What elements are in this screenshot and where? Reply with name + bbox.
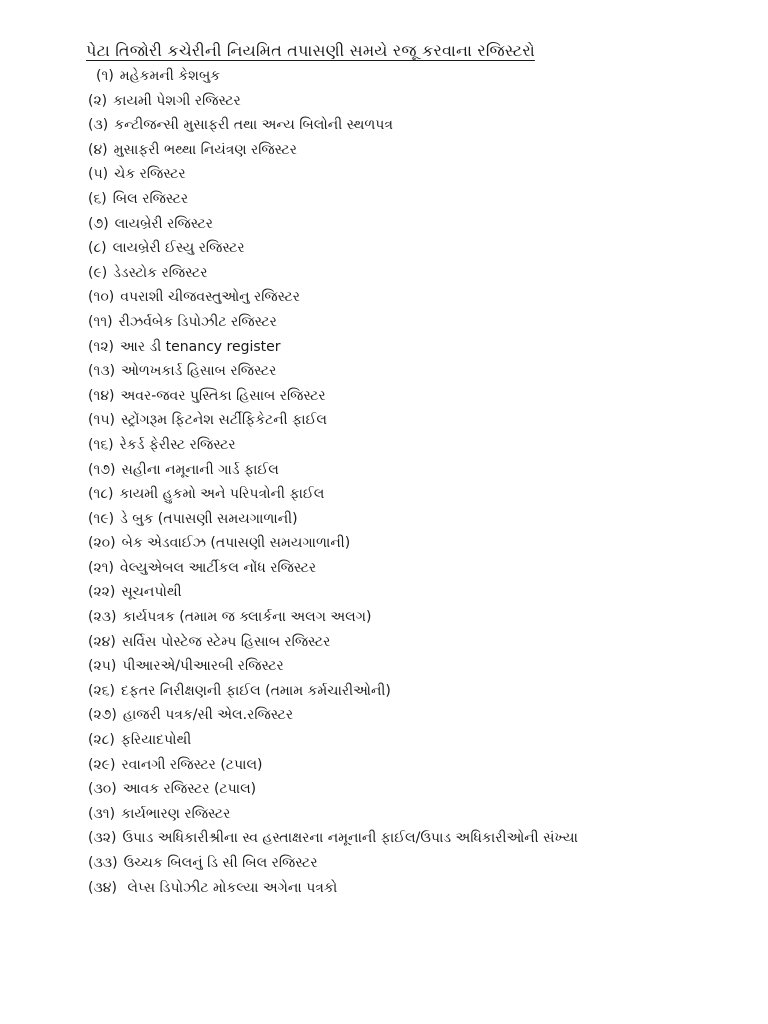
list-item-text: દફતર નિરીક્ષણની ફાઈલ (તમામ કર્મચારીઓની) (120, 682, 391, 699)
list-item-text: ડે બુક (તપાસણી સમયગાળાની) (120, 510, 298, 527)
list-item (88, 212, 578, 237)
list-item-number: (૨૯) (88, 756, 116, 773)
list-item (88, 679, 578, 704)
list-item (88, 458, 578, 483)
list-item-number: (૧૫) (88, 412, 115, 429)
list-item-number: (૨૫) (88, 658, 117, 675)
list-item-number: (૬) (88, 190, 107, 207)
list-item (88, 433, 578, 458)
list-item-number: (૧૨) (88, 338, 115, 355)
list-item-number: (૨૦) (88, 535, 116, 552)
list-item-number: (૨૬) (88, 682, 115, 699)
list-item-number: (૩૪) (88, 879, 117, 896)
list-item-number: (૧૯) (88, 510, 115, 527)
list-item-text: કન્ટીજન્સી મુસાફરી તથા અન્ય બિલોની સ્થળપત્ર (114, 117, 393, 134)
list-item-number: (૨૮) (88, 732, 115, 749)
list-item (88, 285, 578, 310)
list-item-text: લેપ્સ ડિપોઝીટ મોકલ્યા અગેના પત્રકો (122, 879, 338, 896)
list-item (88, 630, 578, 655)
list-item-number: (૩) (88, 117, 109, 134)
list-item-text: બિલ રજિસ્ટર (112, 190, 189, 207)
list-item (88, 187, 578, 212)
list-item-number: (૧૧) (88, 313, 113, 330)
list-item (88, 64, 578, 89)
list-item-text: હાજરી પત્રક/સી એલ.રજિસ્ટર (122, 707, 294, 724)
list-item-text: સર્વિસ પોસ્ટેજ સ્ટેમ્પ હિસાબ રજિસ્ટર (121, 633, 331, 650)
list-item-text: પીઆરએ/પીઆરબી રજિસ્ટર (122, 658, 284, 675)
list-item (88, 556, 578, 581)
list-item-text: આર ડી tenancy register (120, 338, 281, 355)
list-item-text: કાયમી હુકમો અને પરિપત્રોની ફાઈલ (119, 486, 325, 503)
list-item (88, 728, 578, 753)
list-item-text: બેક એડવાઈઝ (તપાસણી સમયગાળાની) (121, 535, 351, 552)
list-item-text: ઉપાડ અધિકારીશ્રીના સ્વ હસ્તાક્ષરના નમૂનાની ફાઈલ/ઉપાડ અધિકારીઓની સંખ્યા (122, 830, 578, 847)
list-item (88, 335, 578, 360)
list-item-number: (૮) (88, 240, 107, 257)
list-item-number: (૩૦) (88, 781, 117, 798)
list-item (88, 384, 578, 409)
list-item (88, 89, 578, 114)
list-item (88, 408, 578, 433)
list-item-number: (૨) (88, 92, 108, 109)
list-item-text: સૂચનપોથી (121, 584, 182, 601)
list-item-number: (૨૪) (88, 633, 116, 650)
list-item (88, 777, 578, 802)
list-item (88, 826, 578, 851)
list-item (88, 531, 578, 556)
list-item-text: કાર્યભારણ રજિસ્ટર (121, 805, 231, 822)
list-item-text: મુસાફરી ભથ્થા નિયંત્રણ રજિસ્ટર (113, 141, 297, 158)
list-item (88, 703, 578, 728)
list-item (88, 138, 578, 163)
list-item-number: (૩૧) (88, 805, 116, 822)
list-item-text: ચેક રજિસ્ટર (114, 166, 186, 183)
list-item-text: લાયબ્રેરી રજિસ્ટર (114, 215, 214, 232)
list-item-number: (૧૮) (88, 486, 114, 503)
list-item-text: વેલ્યુએબલ આર્ટીકલ નોંધ રજિસ્ટર (120, 559, 317, 576)
list-item (88, 507, 578, 532)
list-item (88, 851, 578, 876)
list-item (88, 113, 578, 138)
list-item-text: કાર્યપત્રક (તમામ જ ક્લાર્કના અલગ અલગ) (122, 609, 372, 626)
list-item-number: (૨૩) (88, 609, 117, 626)
list-item (88, 162, 578, 187)
list-item-number: (૧૬) (88, 436, 114, 453)
list-item-number: (૧૩) (88, 363, 116, 380)
list-item-text: સ્ટ્રોંગરૂમ ફિટનેશ સર્ટીફિકેટની ફાઈલ (120, 412, 327, 429)
list-item-text: સહીના નમૂનાની ગાર્ડ ફાઈલ (121, 461, 279, 478)
list-item (88, 753, 578, 778)
list-item-number: (૨૨) (88, 584, 116, 601)
list-item (88, 261, 578, 286)
list-item-number: (૫) (88, 166, 109, 183)
list-item-text: લાયબ્રેરી ઈસ્યુ રજિસ્ટર (112, 240, 245, 257)
list-item-text: અવર-જવર પુસ્તિકા હિસાબ રજિસ્ટર (120, 387, 326, 404)
list-item (88, 580, 578, 605)
list-item (88, 359, 578, 384)
list-item (88, 876, 578, 901)
list-item-number: (૩૨) (88, 830, 117, 847)
list-item-text: આવક રજિસ્ટર (ટપાલ) (122, 781, 257, 798)
list-item-text: રેકર્ડ ફેરીસ્ટ રજિસ્ટર (119, 436, 236, 453)
list-item-number: (૭) (88, 215, 109, 232)
list-item (88, 482, 578, 507)
list-item-number: (૧૪) (88, 387, 115, 404)
list-item-text: વપરાશી ચીજવસ્તુઓનુ રજિસ્ટર (120, 289, 300, 306)
list-item-number: (૪) (88, 141, 108, 158)
list-item (88, 310, 578, 335)
list-item (88, 802, 578, 827)
list-item-number: (૧૭) (88, 461, 116, 478)
list-item-text: ઓળખકાર્ડ હિસાબ રજિસ્ટર (121, 363, 277, 380)
list-item-text: કાયમી પેશગી રજિસ્ટર (113, 92, 241, 109)
list-item-number: (૩૩) (88, 855, 118, 871)
list-item (88, 236, 578, 261)
list-item-number: (૯) (88, 264, 108, 281)
list-item-number: (૨૧) (88, 559, 115, 576)
list-item-text: ફરિયાદપોથી (120, 732, 192, 749)
list-item-number: (૧) (96, 68, 114, 84)
list-item-text: રીઝર્વબેક ડિપોઝીટ રજિસ્ટર (118, 313, 277, 330)
list-item-number: (૨૭) (88, 707, 117, 724)
list-item (88, 654, 578, 679)
list-item (88, 605, 578, 630)
list-item-number: (૧૦) (88, 289, 115, 306)
document-title: પેટા તિજોરી કચેરીની નિયમિત તપાસણી સમયે રજૂ કરવાના રજિસ્ટરો (86, 41, 535, 60)
list-item-text: મહેકમની કેશબુક (119, 68, 221, 84)
list-item-text: ઉચ્ચક બિલનું ડિ સી બિલ રજિસ્ટર (123, 855, 318, 871)
register-list (88, 64, 578, 900)
list-item-text: ડેડસ્ટોક રજિસ્ટર (113, 264, 208, 281)
list-item-text: રવાનગી રજિસ્ટર (ટપાલ) (121, 756, 263, 773)
